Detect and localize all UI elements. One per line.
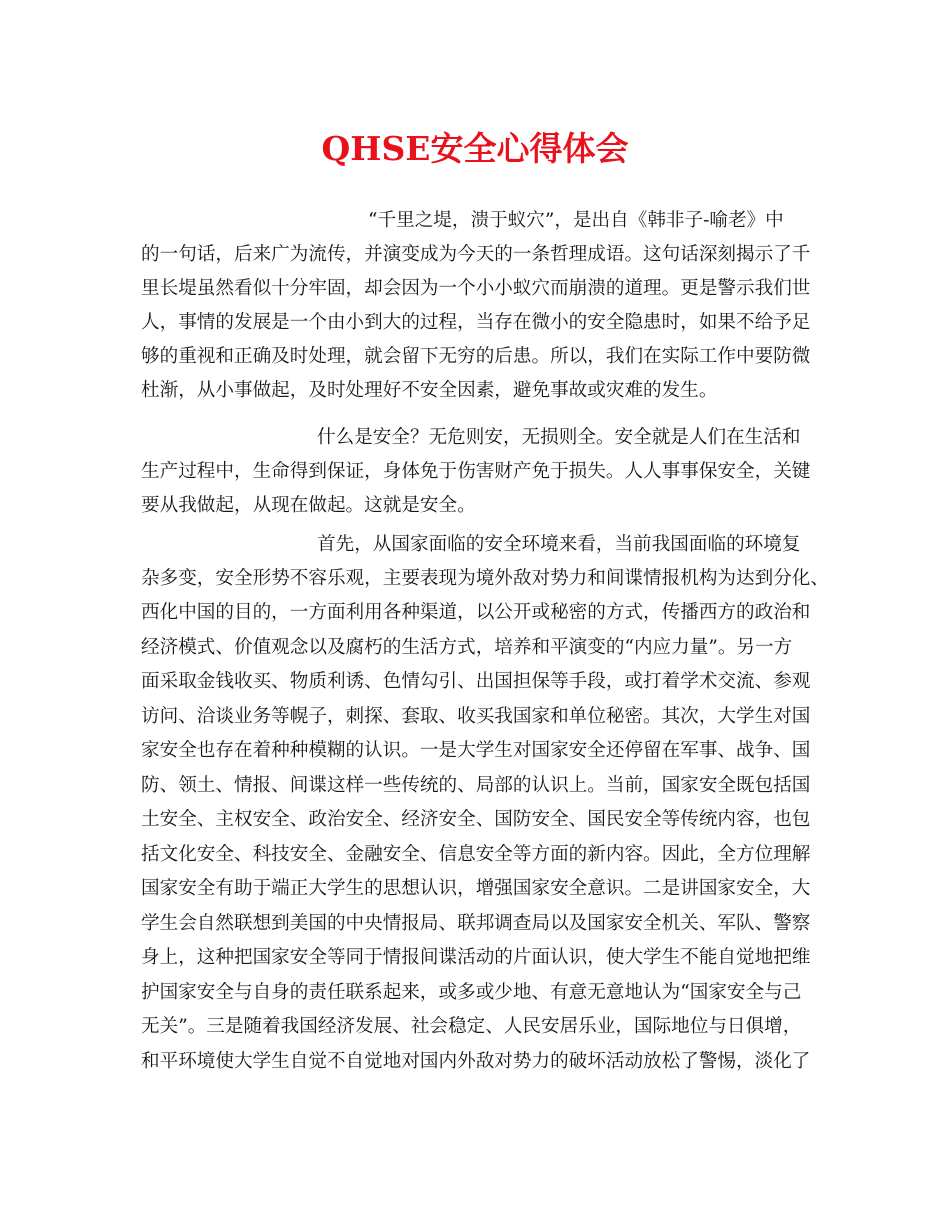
document-title: QHSE安全心得体会 xyxy=(321,129,629,168)
paragraph-line: 国家安全有助于端正大学生的思想认识，增强国家安全意识。二是讲国家安全，大 xyxy=(141,878,811,899)
paragraph-line: 人，事情的发展是一个由小到大的过程，当存在微小的安全隐患时，如果不给予足 xyxy=(141,312,811,333)
paragraph-line: 访问、洽谈业务等幌子，刺探、套取、收买我国家和单位秘密。其次，大学生对国 xyxy=(141,706,811,727)
paragraph-line: 首先，从国家面临的安全环境来看，当前我国面临的环境复 xyxy=(317,534,801,555)
paragraph-line: 经济模式、价值观念以及腐朽的生活方式，培养和平演变的“内应力量”。另一方 xyxy=(141,637,793,658)
paragraph-line: 够的重视和正确及时处理，就会留下无穷的后患。所以，我们在实际工作中要防微 xyxy=(141,346,811,367)
paragraph-line: 学生会自然联想到美国的中央情报局、联邦调查局以及国家安全机关、军队、警察 xyxy=(141,913,811,934)
paragraph-line: 什么是安全？无危则安，无损则全。安全就是人们在生活和 xyxy=(317,427,801,448)
paragraph-line: 和平环境使大学生自觉不自觉地对国内外敌对势力的破坏活动放松了警惕，淡化了 xyxy=(141,1051,811,1072)
paragraph-line: 杜渐，从小事做起，及时处理好不安全因素，避免事故或灾难的发生。 xyxy=(141,380,718,401)
paragraph-line: “千里之堤，溃于蚁穴”，是出自《韩非子-喻老》中 xyxy=(368,210,784,231)
paragraph-line: 杂多变，安全形势不容乐观，主要表现为境外敌对势力和间谍情报机构为达到分化、 xyxy=(141,568,829,589)
paragraph-line: 面采取金钱收买、物质利诱、色情勾引、出国担保等手段，或打着学术交流、参观 xyxy=(141,671,811,692)
paragraph-line: 要从我做起，从现在做起。这就是安全。 xyxy=(141,495,476,516)
paragraph-line: 无关”。三是随着我国经济发展、社会稳定、人民安居乐业，国际地位与日俱增， xyxy=(141,1016,802,1037)
paragraph-line: 的一句话，后来广为流传，并演变成为今天的一条哲理成语。这句话深刻揭示了千 xyxy=(141,244,811,265)
paragraph-line: 家安全也存在着种种模糊的认识。一是大学生对国家安全还停留在军事、战争、国 xyxy=(141,740,811,761)
paragraph-line: 里长堤虽然看似十分牢固，却会因为一个小小蚁穴而崩溃的道理。更是警示我们世 xyxy=(141,278,811,299)
paragraph-line: 生产过程中，生命得到保证，身体免于伤害财产免于损失。人人事事保安全，关键 xyxy=(141,461,811,482)
paragraph-line: 土安全、主权安全、政治安全、经济安全、国防安全、国民安全等传统内容，也包 xyxy=(141,809,811,830)
paragraph-line: 括文化安全、科技安全、金融安全、信息安全等方面的新内容。因此，全方位理解 xyxy=(141,844,811,865)
paragraph-line: 西化中国的目的，一方面利用各种渠道，以公开或秘密的方式，传播西方的政治和 xyxy=(141,602,811,623)
paragraph-line: 防、领土、情报、间谍这样一些传统的、局部的认识上。当前，国家安全既包括国 xyxy=(141,775,811,796)
paragraph-line: 身上，这种把国家安全等同于情报间谍活动的片面认识，使大学生不能自觉地把维 xyxy=(141,947,811,968)
paragraph-line: 护国家安全与自身的责任联系起来，或多或少地、有意无意地认为“国家安全与己 xyxy=(141,982,802,1003)
